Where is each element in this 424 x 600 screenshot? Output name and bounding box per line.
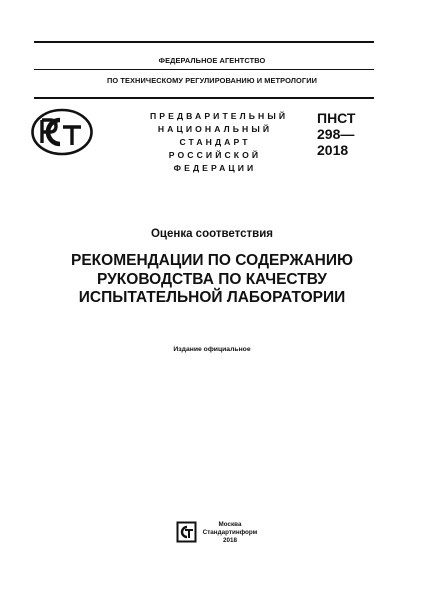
gost-r-emblem-icon [30, 107, 94, 157]
standard-type-line: РОССИЙСКОЙ [168, 150, 262, 160]
standard-designation [317, 110, 377, 158]
agency-line-1: ФЕДЕРАЛЬНОЕ АГЕНТСТВО [158, 56, 266, 65]
publisher-name: Стандартинформ [202, 529, 258, 537]
top-rule [34, 41, 374, 43]
document-title [40, 252, 384, 308]
designation-number: 298— [317, 126, 355, 142]
standard-type-line: ФЕДЕРАЦИИ [173, 163, 257, 173]
designation-prefix: ПНСТ [317, 110, 356, 126]
agency-line-2: ПО ТЕХНИЧЕСКОМУ РЕГУЛИРОВАНИЮ И МЕТРОЛОГИИ [106, 76, 318, 85]
standard-type-line: НАЦИОНАЛЬНЫЙ [157, 124, 273, 134]
document-subject: Оценка соответствия [150, 228, 273, 240]
title-line: РЕКОМЕНДАЦИИ ПО СОДЕРЖАНИЮ [71, 252, 353, 269]
agency-divider [34, 69, 374, 70]
standard-type-block [150, 110, 289, 175]
standard-type-line: ПРЕДВАРИТЕЛЬНЫЙ [150, 111, 289, 121]
edition-note: Издание официальное [173, 346, 251, 353]
publisher-imprint [200, 521, 260, 546]
title-line: РУКОВОДСТВА ПО КАЧЕСТВУ [97, 270, 327, 288]
publisher-year: 2018 [222, 537, 237, 545]
standard-type-line: СТАНДАРТ [179, 137, 251, 147]
title-line: ИСПЫТАТЕЛЬНОЙ ЛАБОРАТОРИИ [78, 289, 346, 306]
designation-year: 2018 [317, 142, 349, 158]
publisher-city: Москва [218, 521, 242, 528]
header-bottom-rule [34, 97, 374, 99]
standartinform-logo-icon [176, 521, 197, 543]
